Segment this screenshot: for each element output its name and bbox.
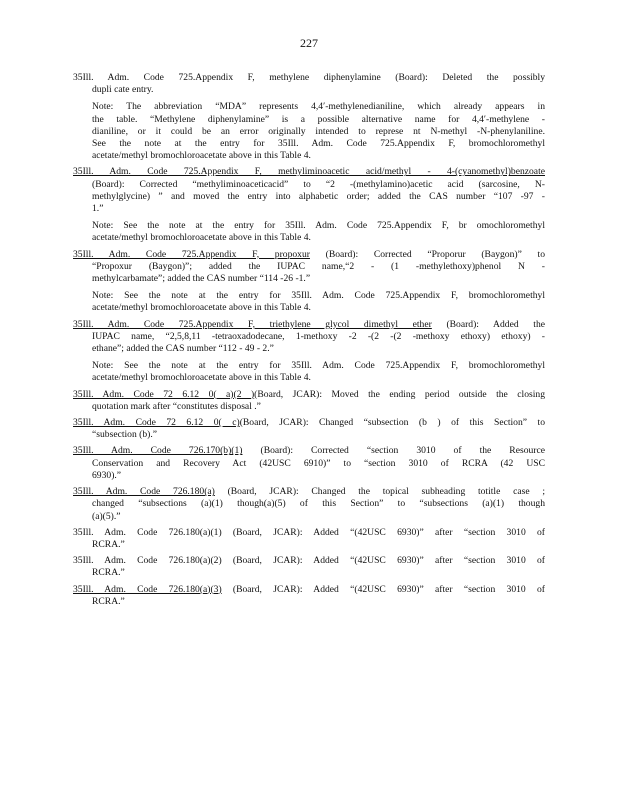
entry-description: (Board, JCAR): Moved the ending period outside the closing bbox=[254, 388, 545, 400]
entry-description: (Board, JCAR): Added “(42USC 6930)” after “section 3010 of bbox=[221, 583, 545, 595]
entry-description: (Board): Added the bbox=[431, 318, 545, 330]
entry-description: (Board, JCAR): Changed the topical subheading totitle case ; bbox=[214, 486, 545, 498]
entry-line: Conservation and Recovery Act (42USC 6910)” to “section 3010 of RCRA (42 USC bbox=[92, 457, 545, 469]
entry-first-line bbox=[73, 486, 545, 498]
note-line: acetate/methyl bromochloroacetate above in this Table 4. bbox=[92, 232, 311, 244]
citation-reference: 35Ill. Adm. Code 725.Appendix F, propoxur bbox=[73, 248, 310, 260]
entry-first-line bbox=[73, 319, 545, 331]
entry-first-line bbox=[73, 417, 545, 429]
amendment-entry bbox=[73, 445, 545, 482]
note-line: See the note at the entry for 35Ill. Adm. Code 725.Appendix F, bromochloromethyl bbox=[92, 138, 545, 150]
citation-reference: 35Ill. Adm. Code 726.180(a) bbox=[73, 486, 215, 498]
entry-line: 6930).” bbox=[92, 469, 122, 481]
amendment-entry bbox=[73, 486, 545, 523]
entry-line: “Propoxur (Baygon)”; added the IUPAC name,“2 - (1 -methylethoxy)phenol N - bbox=[92, 260, 545, 272]
entry-first-line bbox=[73, 445, 545, 457]
citation-reference: 35Ill. Adm. Code 726.170(b)(1) bbox=[73, 445, 243, 457]
entry-note bbox=[73, 101, 545, 162]
entry-first-line bbox=[73, 166, 545, 178]
amendment-entry bbox=[73, 319, 545, 385]
entry-text bbox=[73, 486, 545, 523]
entry-text bbox=[73, 417, 545, 441]
entry-line: (a)(5).” bbox=[92, 510, 121, 522]
entry-description: (Board): Corrected “section 3010 of the Resource bbox=[242, 445, 546, 457]
entry-line: RCRA.” bbox=[92, 538, 125, 550]
entry-text bbox=[73, 72, 545, 96]
note-line: Note: See the note at the entry for 35Ill. Adm. Code 725.Appendix F, br omochloromethyl bbox=[92, 220, 545, 232]
note-line: Note: See the note at the entry for 35Ill. Adm. Code 725.Appendix F, bromochloromethyl bbox=[92, 290, 545, 302]
entry-line: dupli cate entry. bbox=[92, 84, 154, 96]
entry-line: ethane”; added the CAS number “112 - 49 - 2.” bbox=[92, 343, 274, 355]
citation-reference: 35Ill. Adm. Code 72 6.12 0( a)(2 ) bbox=[73, 388, 255, 400]
page-number: 227 bbox=[300, 36, 318, 50]
entry-text bbox=[73, 166, 545, 215]
entry-first-line bbox=[73, 389, 545, 401]
amendment-entry bbox=[73, 166, 545, 244]
entry-text bbox=[73, 249, 545, 286]
entry-description: (Board, JCAR): Changed “subsection (b ) of this Section” to bbox=[239, 417, 545, 429]
entry-first-line bbox=[73, 249, 545, 261]
document-body bbox=[73, 72, 545, 612]
note-line: Note: See the note at the entry for 35Ill. Adm. Code 725.Appendix F, bromochloromethyl bbox=[92, 360, 545, 372]
entry-text bbox=[73, 319, 545, 356]
note-line: dianiline, or it could be an error originally intended to represe nt N-methyl -N-phenylaniline. bbox=[92, 125, 545, 137]
amendment-entry bbox=[73, 527, 545, 551]
note-line: acetate/methyl bromochloroacetate above in this Table 4. bbox=[92, 302, 311, 314]
amendment-entry bbox=[73, 72, 545, 162]
entry-line: methylglycine) ” and moved the entry into alphabetic order; added the CAS number “107 -97 - bbox=[92, 190, 545, 202]
note-line: acetate/methyl bromochloroacetate above in this Table 4. bbox=[92, 372, 311, 384]
entry-note bbox=[73, 290, 545, 314]
entry-first-line: 35Ill. Adm. Code 726.180(a)(2) (Board, JCAR): Added “(42USC 6930)” after “section 3010 of bbox=[73, 555, 545, 567]
entry-note bbox=[73, 220, 545, 244]
entry-first-line bbox=[73, 584, 545, 596]
entry-description: (Board): Corrected “Proporur (Baygon)” to bbox=[309, 248, 545, 260]
entry-line: IUPAC name, “2,5,8,11 -tetraoxadodecane, 1-methoxy -2 -(2 -(2 -methoxy ethoxy) ethoxy) - bbox=[92, 330, 545, 342]
entry-text bbox=[73, 584, 545, 608]
note-line: Note: The abbreviation “MDA” represents 4,4′-methylenedianiline, which already appears in bbox=[92, 101, 545, 113]
amendment-entry bbox=[73, 249, 545, 315]
amendment-entry bbox=[73, 417, 545, 441]
citation-reference: 35Ill. Adm. Code 72 6.12 0( c) bbox=[73, 417, 240, 429]
entry-note bbox=[73, 360, 545, 384]
entry-line: 1.” bbox=[92, 203, 104, 215]
entry-line: “subsection (b).” bbox=[92, 429, 158, 441]
entry-text bbox=[73, 445, 545, 482]
citation-reference: 35Ill. Adm. Code 725.Appendix F, methyliminoacetic acid/methyl - 4-(cyanomethyl)benzoate bbox=[73, 166, 545, 178]
entry-line: RCRA.” bbox=[92, 567, 125, 579]
entry-text bbox=[73, 527, 545, 551]
entry-first-line: 35Ill. Adm. Code 726.180(a)(1) (Board, JCAR): Added “(42USC 6930)” after “section 3010 of bbox=[73, 526, 545, 538]
amendment-entry bbox=[73, 389, 545, 413]
amendment-entry bbox=[73, 584, 545, 608]
entry-line: RCRA.” bbox=[92, 595, 125, 607]
entry-line: quotation mark after “constitutes disposal .” bbox=[92, 400, 261, 412]
entry-line: (Board): Corrected “methyliminoaceticacid” to “2 -(methylamino)acetic acid (sarcosine, N- bbox=[92, 178, 545, 190]
entry-text bbox=[73, 389, 545, 413]
amendment-entry bbox=[73, 555, 545, 579]
citation-reference: 35Ill. Adm. Code 726.180(a)(3) bbox=[73, 583, 222, 595]
citation-reference: 35Ill. Adm. Code 725.Appendix F, triethylene glycol dimethyl ether bbox=[73, 318, 432, 330]
note-line: the table. “Methylene diphenylamine” is a possible alternative name for 4,4′-methylene - bbox=[92, 113, 545, 125]
note-line: acetate/methyl bromochloroacetate above in this Table 4. bbox=[92, 150, 311, 162]
entry-first-line: 35Ill. Adm. Code 725.Appendix F, methylene diphenylamine (Board): Deleted the possibly bbox=[73, 72, 545, 83]
entry-text bbox=[73, 555, 545, 579]
entry-line: changed “subsections (a)(1) though(a)(5) of this Section” to “subsections (a)(1) though bbox=[92, 498, 545, 510]
entry-line: methylcarbamate”; added the CAS number “114 -26 -1.” bbox=[92, 273, 311, 285]
